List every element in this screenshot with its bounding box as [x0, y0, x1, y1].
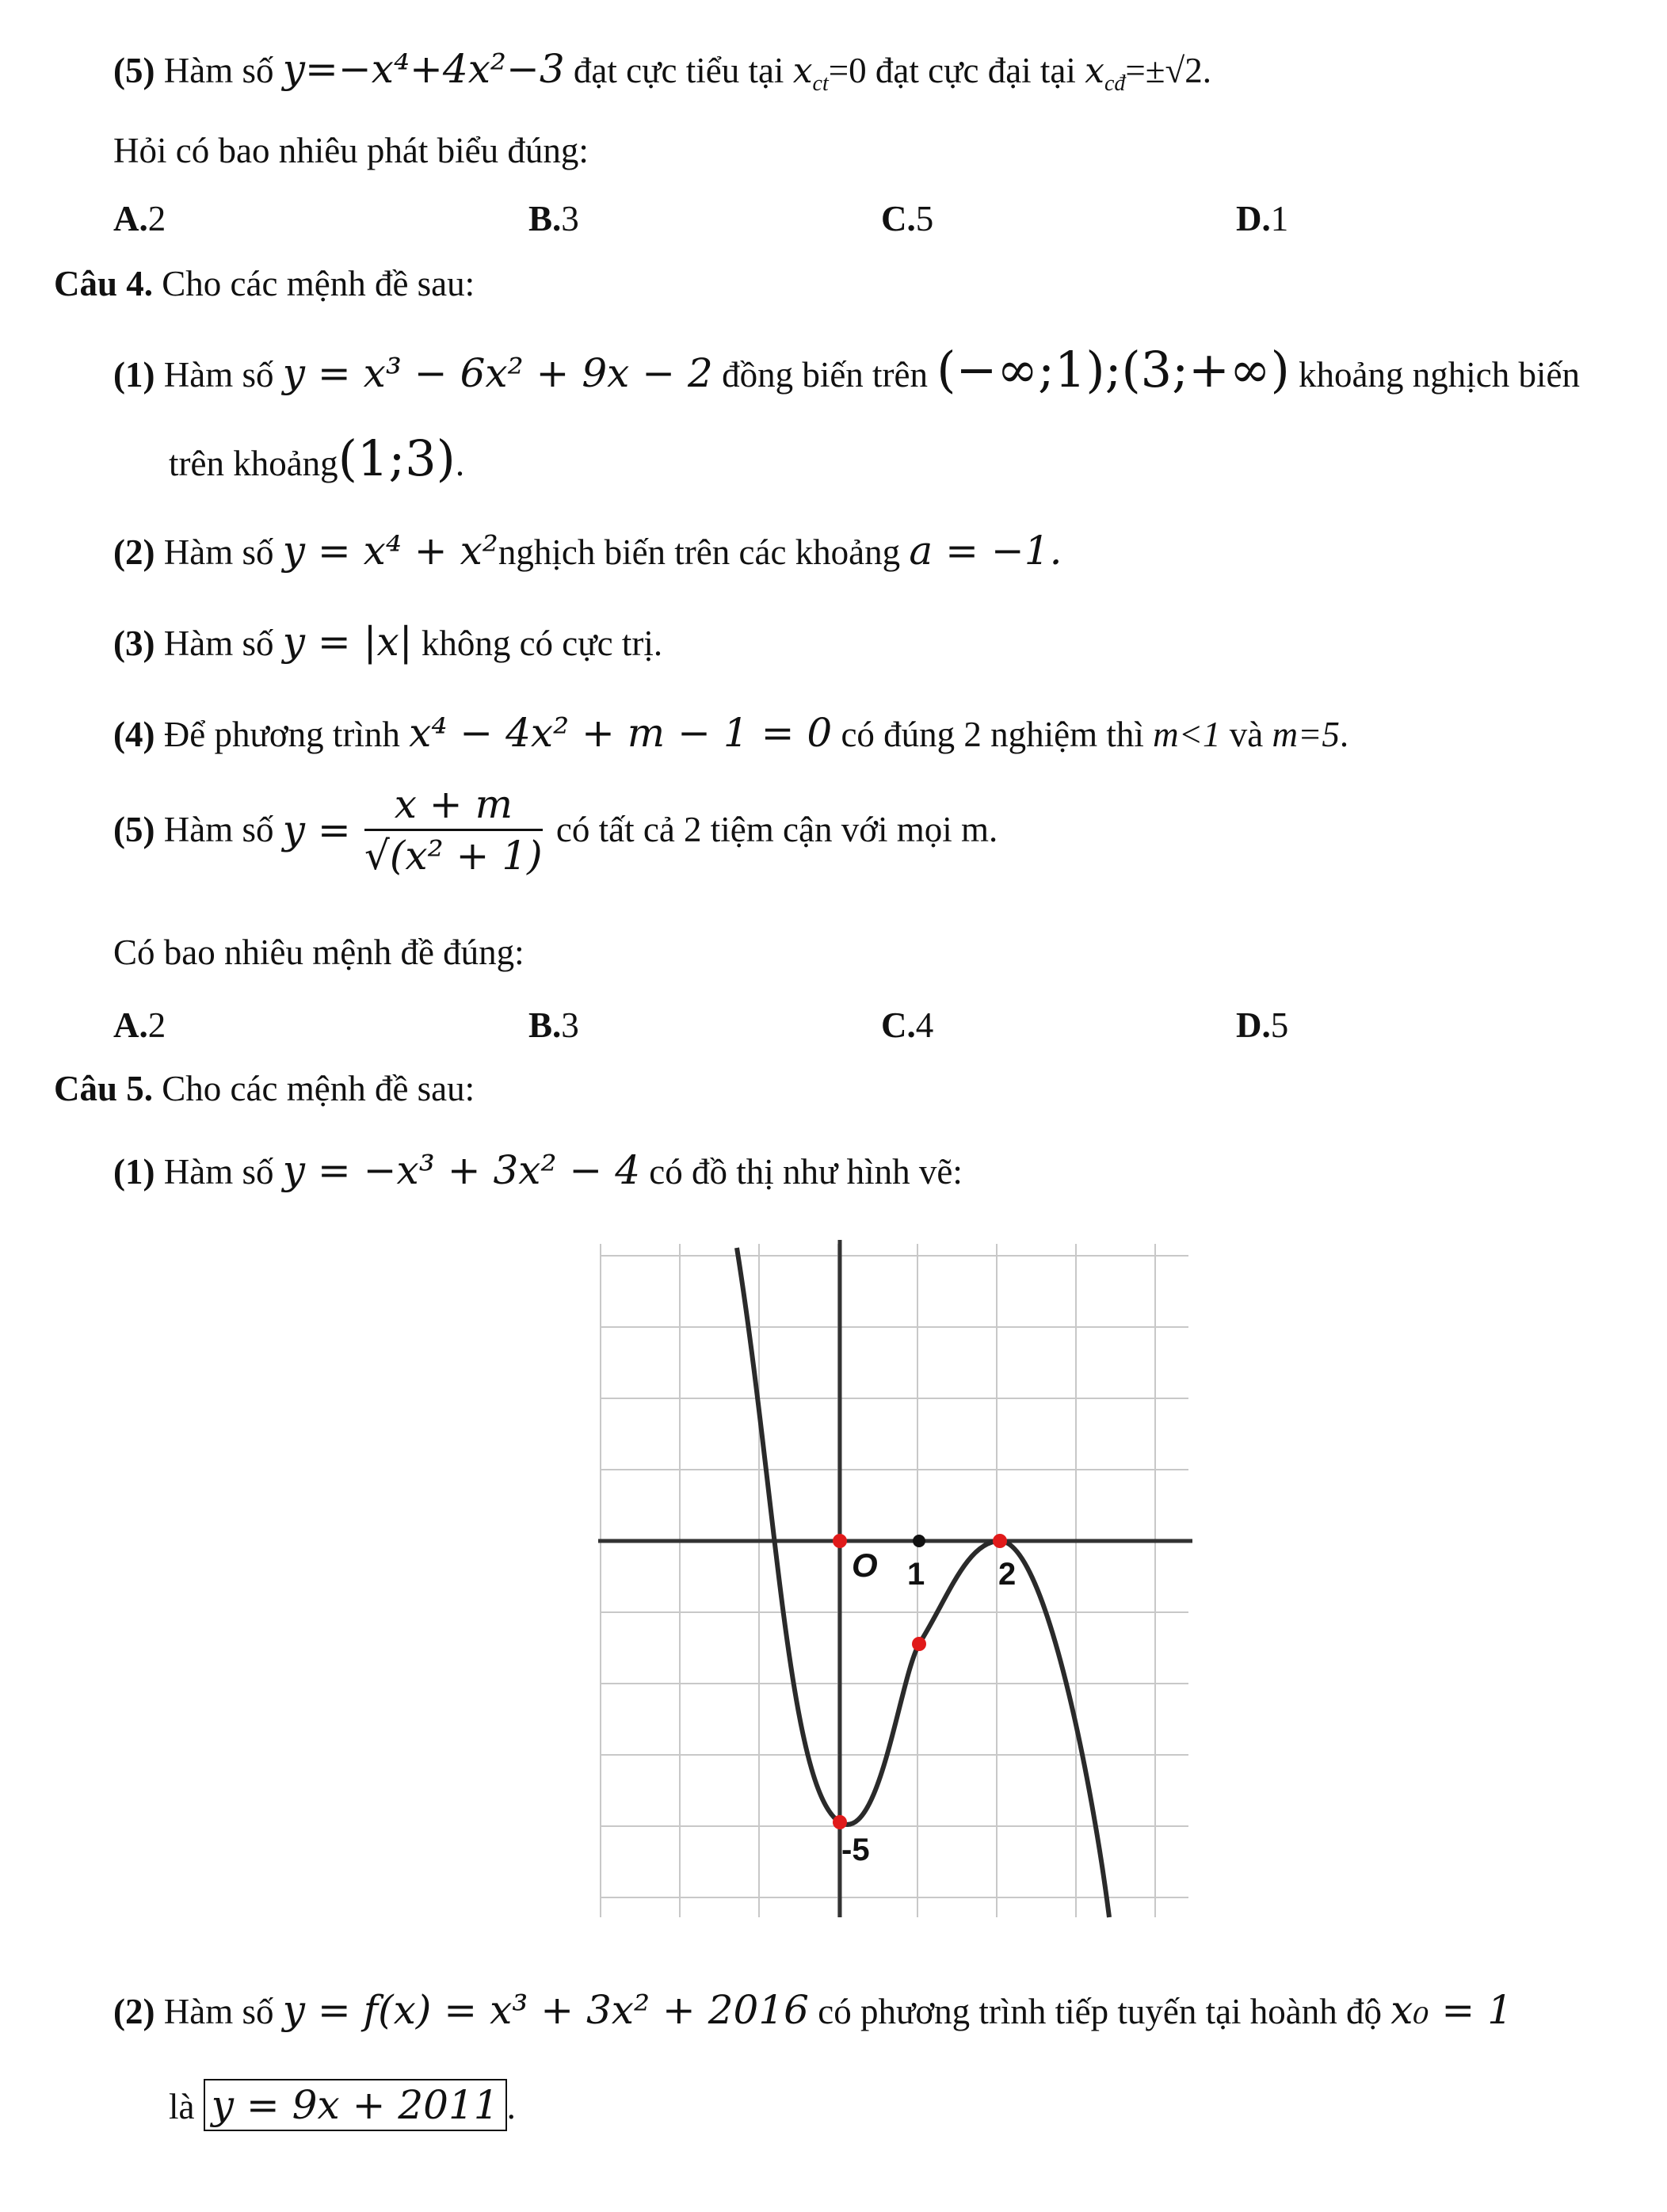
- fraction-denominator: √(x² + 1): [364, 833, 543, 879]
- item-text: đạt cực đại tại: [875, 51, 1076, 90]
- item-text: Hàm số: [163, 51, 274, 90]
- point-x1: [913, 1535, 925, 1547]
- q5-item2: [113, 1987, 1513, 2033]
- q4-prompt: Có bao nhiêu mệnh đề đúng:: [113, 932, 525, 972]
- math-condition: m=5: [1272, 715, 1340, 754]
- math-expression: y = −x³ + 3x² − 4: [282, 1147, 641, 1193]
- math-interval: (−∞;1);(3;+∞): [936, 341, 1290, 399]
- option-a[interactable]: [113, 1005, 166, 1046]
- math-expression: y = f(x) = x³ + 3x² + 2016: [282, 1987, 809, 2033]
- math-expression: y = x⁴ + x²: [282, 528, 498, 574]
- q4-item2: [113, 528, 1062, 574]
- option-letter: A.: [113, 199, 148, 238]
- q4-item4: [113, 710, 1349, 756]
- math-expression: y=−x⁴+4x²−3: [282, 46, 565, 92]
- function-graph: [586, 1236, 1204, 1925]
- item-text: có phương trình tiếp tuyến tại hoành độ: [818, 1992, 1383, 2031]
- point-x2: [993, 1534, 1007, 1548]
- item-text: Để phương trình: [163, 715, 400, 754]
- item-text: là: [169, 2087, 195, 2126]
- option-d[interactable]: [1236, 1005, 1288, 1046]
- boxed-answer: y = 9x + 2011: [204, 2079, 507, 2131]
- math-expression: y =: [282, 807, 351, 853]
- option-value: 1: [1270, 199, 1289, 238]
- item-text: Hàm số: [163, 1992, 274, 2031]
- fraction-numerator: x + m: [364, 784, 543, 831]
- item-text: đạt cực tiểu tại: [573, 51, 784, 90]
- q4-item3: [113, 619, 663, 665]
- label-2: 2: [998, 1557, 1017, 1592]
- item-number: (2): [113, 1992, 155, 2031]
- option-c[interactable]: [881, 1005, 933, 1046]
- option-c[interactable]: [881, 198, 933, 239]
- item-text: nghịch biến trên các khoảng: [498, 532, 901, 572]
- punctuation: .: [455, 444, 465, 483]
- question-heading: Câu 5.: [54, 1069, 154, 1108]
- question-intro: Cho các mệnh đề sau:: [162, 264, 475, 303]
- item-text: Hàm số: [163, 624, 274, 663]
- punctuation: .: [1339, 715, 1349, 754]
- option-b[interactable]: [528, 198, 579, 239]
- option-letter: B.: [528, 199, 562, 238]
- q4-item1: [113, 341, 1580, 399]
- q5-heading-line: [54, 1071, 475, 1107]
- item-number: (5): [113, 810, 155, 849]
- option-value: 4: [915, 1005, 934, 1045]
- item-number: (2): [113, 532, 155, 572]
- q4-heading-line: [54, 266, 475, 302]
- item-number: (3): [113, 624, 155, 663]
- item-number: (5): [113, 51, 155, 90]
- item-text: đồng biến trên: [722, 355, 929, 395]
- math-var: x: [792, 51, 813, 91]
- math-subscript: ct: [812, 71, 829, 96]
- math-expression: y = |x|: [282, 619, 413, 665]
- q4-item5: [113, 781, 998, 879]
- item-number: (1): [113, 1152, 155, 1192]
- q5-item1: [113, 1147, 963, 1193]
- q3-prompt: Hỏi có bao nhiêu phát biểu đúng:: [113, 131, 589, 170]
- item-text: có đồ thị như hình vẽ:: [649, 1152, 963, 1192]
- label-origin: O: [852, 1546, 878, 1584]
- item-text: Hàm số: [163, 1152, 274, 1192]
- option-letter: D.: [1236, 199, 1271, 238]
- question-intro: Cho các mệnh đề sau:: [162, 1069, 475, 1108]
- option-d[interactable]: [1236, 198, 1288, 239]
- q3-item5: [113, 46, 1211, 96]
- label-minus5: -5: [841, 1833, 870, 1867]
- item-text: không có cực trị.: [421, 624, 663, 663]
- item-text: Hàm số: [163, 532, 274, 572]
- math-value: =±√2: [1125, 51, 1203, 90]
- option-value: 5: [915, 199, 934, 238]
- math-interval: (1;3): [338, 429, 456, 487]
- point-origin: [833, 1534, 847, 1548]
- item-number: (4): [113, 715, 155, 754]
- item-text: và: [1229, 715, 1264, 754]
- item-text: khoảng nghịch biến: [1299, 355, 1580, 395]
- point-min: [833, 1815, 847, 1829]
- punctuation: .: [1202, 51, 1211, 90]
- math-expression: x₀ = 1: [1390, 1987, 1513, 2033]
- math-expression: y = x³ − 6x² + 9x − 2: [282, 350, 713, 396]
- math-expression: a = −1.: [909, 528, 1062, 574]
- option-letter: B.: [528, 1005, 562, 1045]
- option-letter: C.: [881, 199, 916, 238]
- item-text: Hàm số: [163, 355, 274, 395]
- option-letter: A.: [113, 1005, 148, 1045]
- point-inflection: [912, 1637, 926, 1651]
- option-letter: C.: [881, 1005, 916, 1045]
- item-text: có tất cả 2 tiệm cận với mọi m.: [555, 810, 998, 849]
- q4-item1-cont: [169, 429, 465, 487]
- item-text: trên khoảng: [169, 444, 338, 483]
- item-text: Hàm số: [163, 810, 274, 849]
- option-a[interactable]: [113, 198, 166, 239]
- item-number: (1): [113, 355, 155, 395]
- label-1: 1: [907, 1557, 925, 1592]
- item-text: có đúng 2 nghiệm thì: [841, 715, 1144, 754]
- punctuation: .: [506, 2087, 516, 2126]
- option-value: 3: [561, 199, 579, 238]
- option-value: 2: [147, 1005, 166, 1045]
- math-expression: x⁴ − 4x² + m − 1 = 0: [409, 710, 833, 756]
- option-value: 3: [561, 1005, 579, 1045]
- math-value: =0: [828, 51, 867, 90]
- option-letter: D.: [1236, 1005, 1271, 1045]
- math-subscript: cđ: [1104, 71, 1126, 96]
- q5-item2-cont: [169, 2082, 516, 2128]
- question-heading: Câu 4.: [54, 264, 154, 303]
- option-value: 2: [147, 199, 166, 238]
- math-condition: m<1: [1153, 715, 1221, 754]
- option-b[interactable]: [528, 1005, 579, 1046]
- math-var: x: [1085, 51, 1104, 91]
- option-value: 5: [1270, 1005, 1289, 1045]
- grid: [601, 1244, 1188, 1917]
- math-fraction: [364, 781, 543, 879]
